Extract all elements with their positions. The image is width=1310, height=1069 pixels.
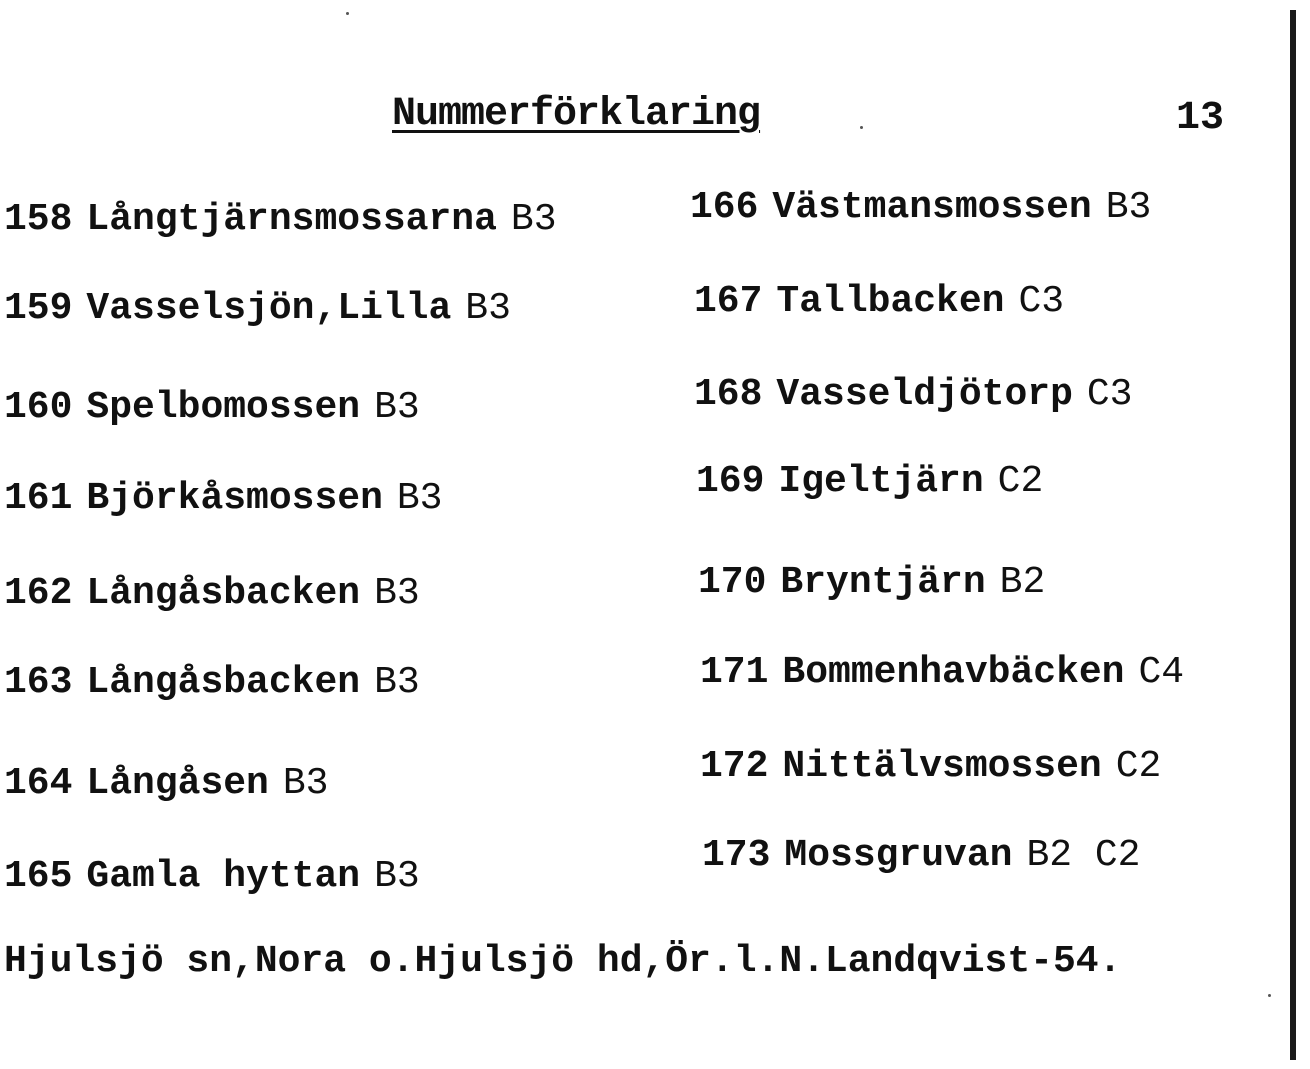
entry-grid-ref: B3 bbox=[1105, 186, 1152, 229]
page-title: Nummerförklaring bbox=[392, 92, 761, 137]
list-item bbox=[4, 855, 420, 898]
footer-attribution: Hjulsjö sn,Nora o.Hjulsjö hd,Ör.l.N.Landqvist-54. bbox=[4, 940, 1122, 983]
entry-number: 171 bbox=[700, 651, 769, 694]
scan-speck bbox=[346, 12, 349, 15]
entry-name: Nittälvsmossen bbox=[782, 745, 1102, 788]
list-item bbox=[4, 386, 420, 429]
entry-grid-ref: C2 bbox=[997, 460, 1044, 503]
entry-name: Spelbomossen bbox=[86, 386, 361, 429]
entry-grid-ref: B3 bbox=[510, 198, 557, 241]
entry-name: Långåsbacken bbox=[86, 572, 361, 615]
entry-grid-ref: C2 bbox=[1115, 745, 1162, 788]
list-item bbox=[4, 572, 420, 615]
entry-number: 170 bbox=[698, 561, 767, 604]
entry-grid-ref: B3 bbox=[465, 287, 511, 330]
list-item bbox=[4, 287, 511, 330]
list-item bbox=[4, 661, 420, 704]
entry-grid-ref: B3 bbox=[396, 477, 443, 520]
entry-number: 166 bbox=[690, 186, 759, 229]
entry-name: Igeltjärn bbox=[778, 460, 984, 503]
entry-number: 163 bbox=[4, 661, 73, 704]
entry-grid-ref: B3 bbox=[374, 386, 420, 429]
list-item bbox=[4, 198, 557, 241]
list-item bbox=[4, 477, 442, 520]
entry-name: Långåsbacken bbox=[86, 661, 361, 704]
list-item bbox=[694, 280, 1064, 323]
entry-grid-ref: B3 bbox=[282, 762, 329, 805]
entry-number: 161 bbox=[4, 477, 73, 520]
scan-speck bbox=[860, 126, 863, 129]
entry-name: Vasseldjötorp bbox=[776, 373, 1073, 416]
list-item bbox=[690, 186, 1151, 229]
entry-name: Västmansmossen bbox=[772, 186, 1092, 229]
entry-name: Långtjärnsmossarna bbox=[86, 198, 497, 241]
scan-speck bbox=[1268, 994, 1271, 997]
entry-number: 172 bbox=[700, 745, 769, 788]
entry-number: 169 bbox=[696, 460, 765, 503]
entry-grid-ref: B3 bbox=[374, 661, 420, 704]
entry-name: Mossgruvan bbox=[784, 834, 1013, 877]
entry-number: 167 bbox=[694, 280, 763, 323]
entry-number: 164 bbox=[4, 762, 73, 805]
entry-name: Vasselsjön,Lilla bbox=[86, 287, 452, 330]
entry-grid-ref: B3 bbox=[374, 855, 420, 898]
list-item bbox=[698, 561, 1045, 604]
entry-number: 173 bbox=[702, 834, 771, 877]
entry-name: Björkåsmossen bbox=[86, 477, 383, 520]
entry-number: 159 bbox=[4, 287, 73, 330]
entry-grid-ref: C3 bbox=[1086, 373, 1133, 416]
page-edge-line bbox=[1290, 10, 1296, 1060]
page-number: 13 bbox=[1176, 96, 1225, 141]
entry-number: 162 bbox=[4, 572, 73, 615]
entry-name: Bommenhavbäcken bbox=[782, 651, 1125, 694]
entry-grid-ref: B3 bbox=[374, 572, 420, 615]
list-item bbox=[696, 460, 1043, 503]
entry-grid-ref: B2 bbox=[999, 561, 1046, 604]
list-item bbox=[700, 745, 1161, 788]
list-item bbox=[694, 373, 1132, 416]
entry-name: Långåsen bbox=[86, 762, 269, 805]
entry-grid-ref: B2 C2 bbox=[1026, 834, 1141, 877]
list-item bbox=[700, 651, 1184, 694]
entry-grid-ref: C4 bbox=[1138, 651, 1185, 694]
entry-name: Tallbacken bbox=[776, 280, 1005, 323]
entry-number: 165 bbox=[4, 855, 73, 898]
list-item bbox=[702, 834, 1141, 877]
entry-name: Bryntjärn bbox=[780, 561, 986, 604]
list-item bbox=[4, 762, 328, 805]
entry-grid-ref: C3 bbox=[1018, 280, 1065, 323]
entry-number: 160 bbox=[4, 386, 73, 429]
entry-number: 158 bbox=[4, 198, 73, 241]
entry-number: 168 bbox=[694, 373, 763, 416]
entry-name: Gamla hyttan bbox=[86, 855, 361, 898]
